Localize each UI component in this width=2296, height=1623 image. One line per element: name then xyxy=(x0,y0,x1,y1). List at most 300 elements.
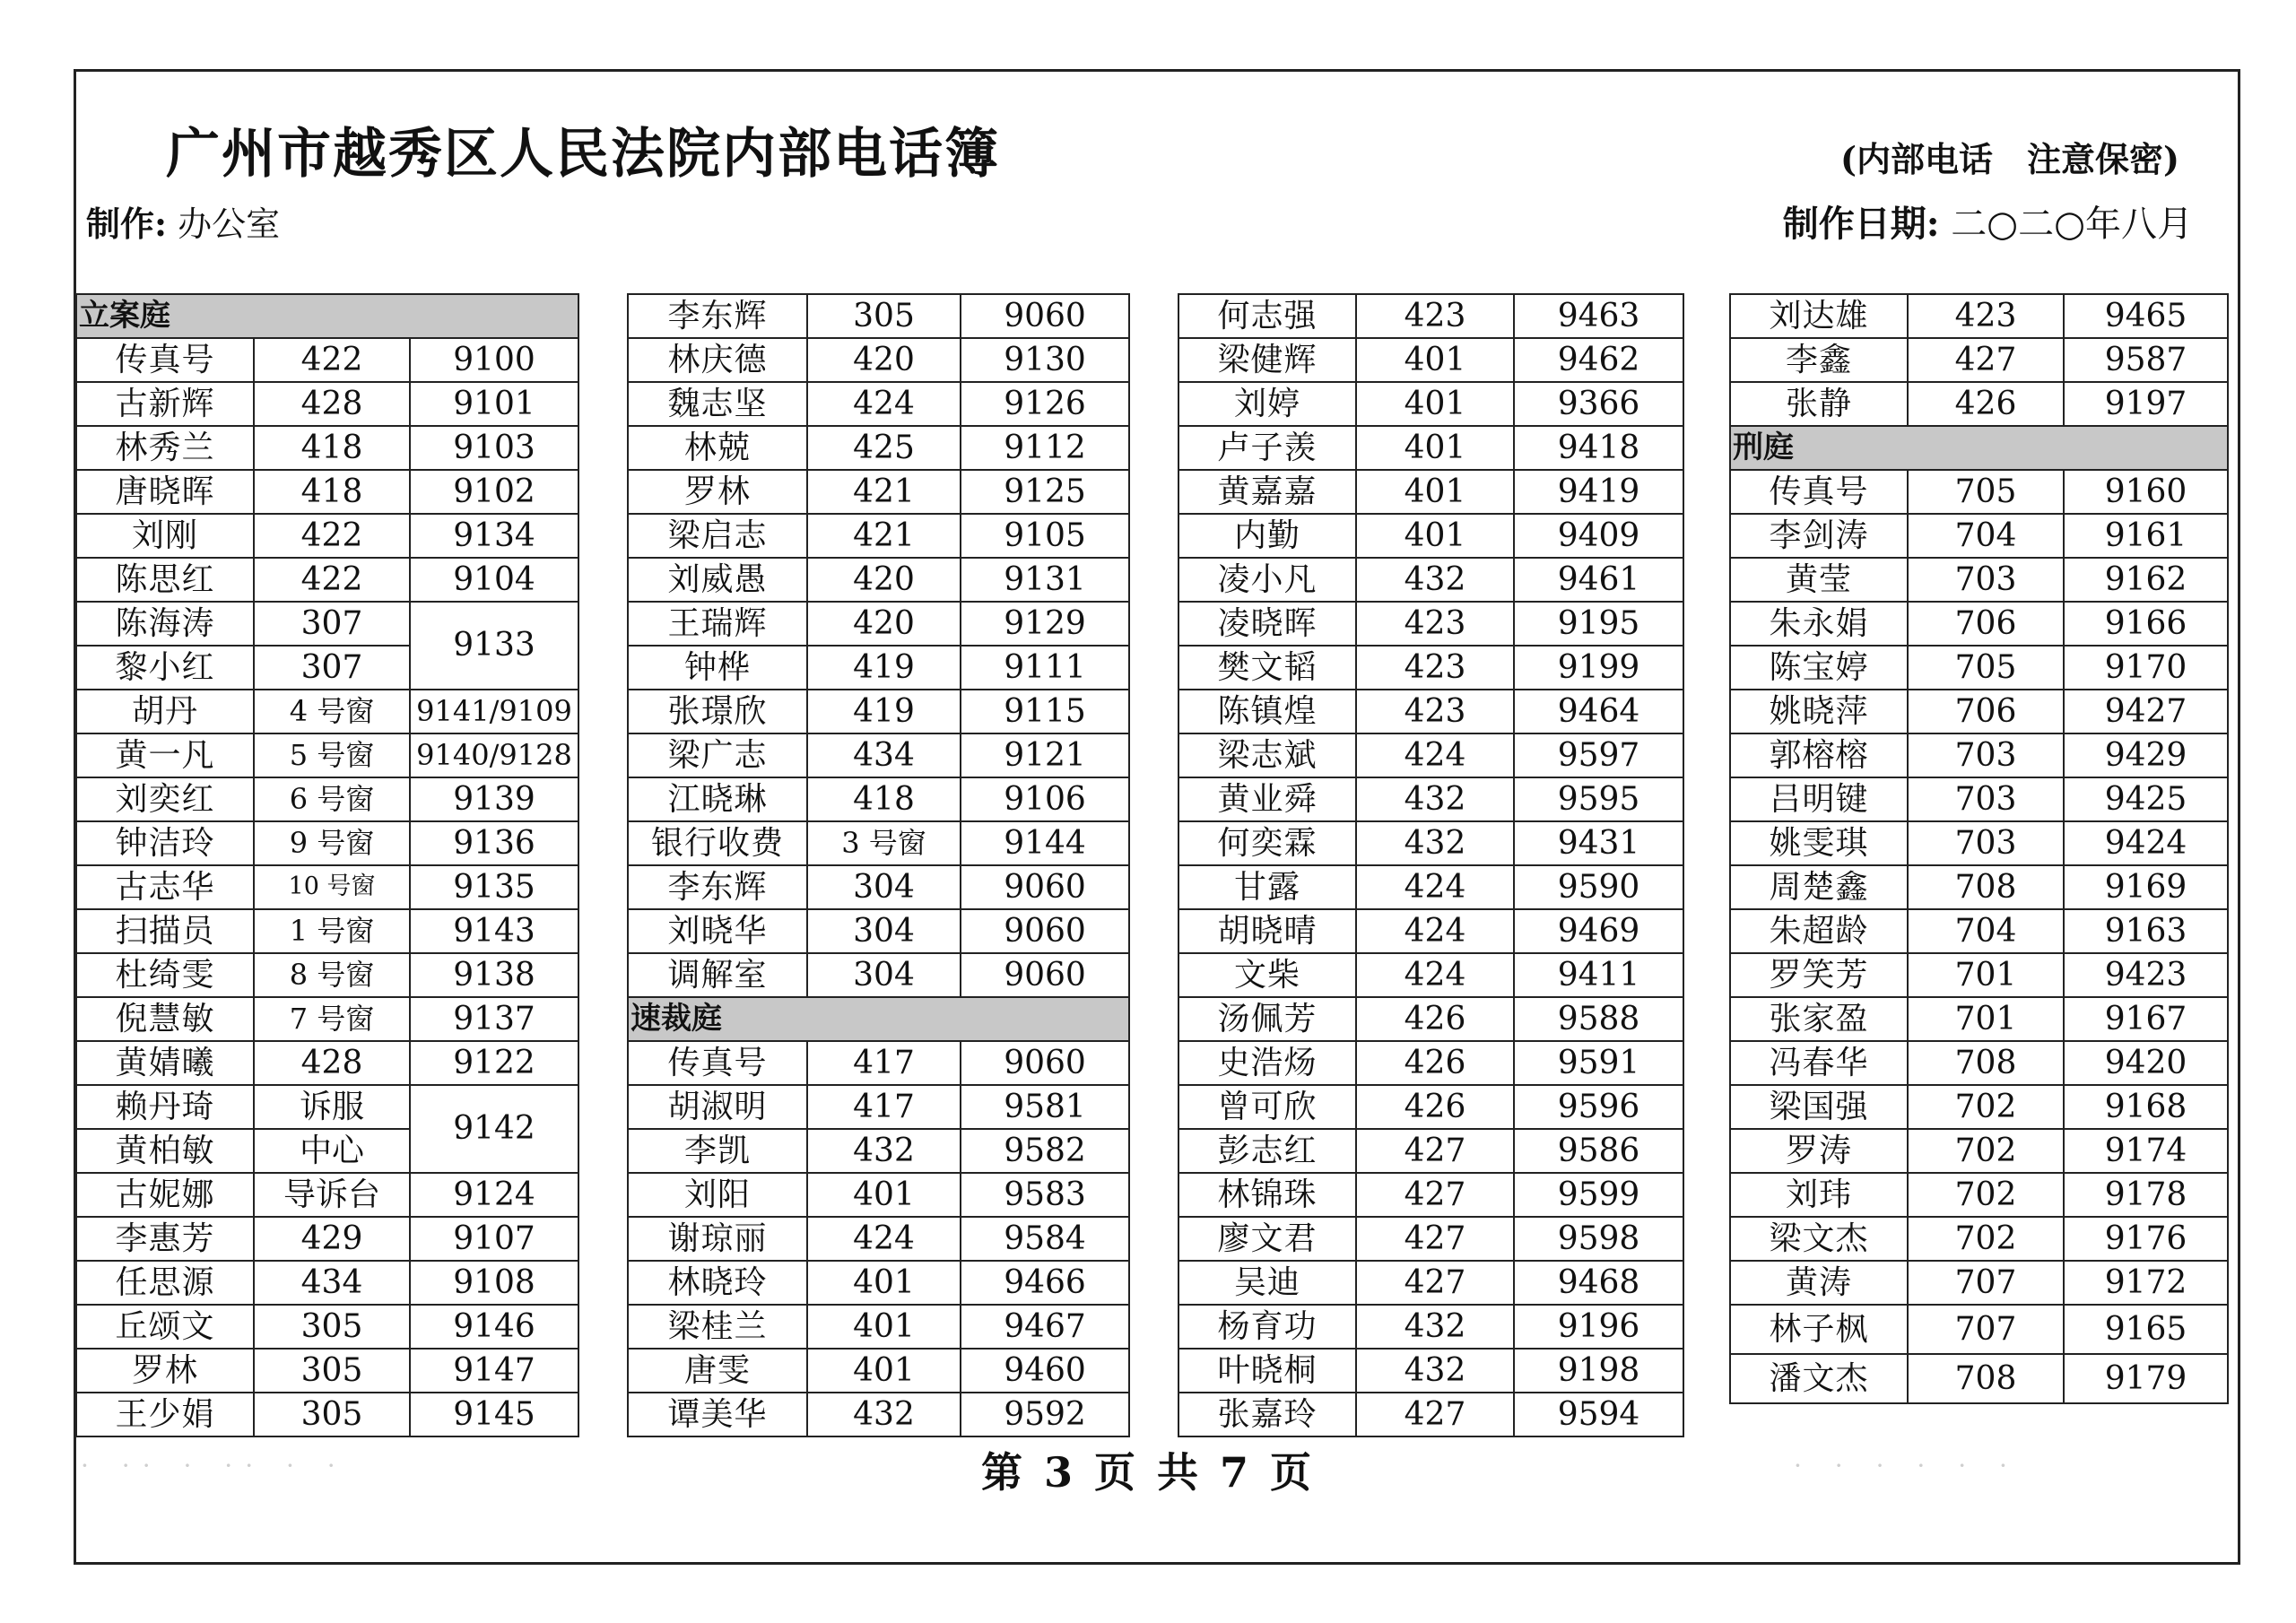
extension-number: 9592 xyxy=(961,1393,1129,1436)
room-number: 707 xyxy=(1908,1305,2064,1354)
directory-table xyxy=(75,293,579,1437)
contact-name: 梁志斌 xyxy=(1178,733,1356,777)
extension-number: 9466 xyxy=(961,1261,1129,1305)
contact-name: 姚雯琪 xyxy=(1730,821,1908,865)
table-row xyxy=(1730,777,2228,821)
room-number: 432 xyxy=(1356,821,1514,865)
extension-number: 9599 xyxy=(1514,1173,1683,1217)
contact-name: 张家盈 xyxy=(1730,997,1908,1041)
table-row xyxy=(76,1085,578,1129)
contact-name: 凌小凡 xyxy=(1178,558,1356,602)
room-number: 6 号窗 xyxy=(254,777,410,821)
contact-name: 黄嘉嘉 xyxy=(1178,470,1356,514)
room-number: 7 号窗 xyxy=(254,997,410,1041)
room-number: 703 xyxy=(1908,777,2064,821)
room-number: 434 xyxy=(254,1261,410,1305)
directory-column-1 xyxy=(75,293,579,1437)
table-row xyxy=(1730,558,2228,602)
contact-name: 谢琼丽 xyxy=(628,1217,807,1261)
table-row xyxy=(76,733,578,777)
contact-name: 传真号 xyxy=(628,1041,807,1085)
section-fill xyxy=(254,294,578,338)
room-number: 701 xyxy=(1908,997,2064,1041)
table-row xyxy=(1178,294,1683,338)
table-row xyxy=(628,1261,1129,1305)
room-number: 422 xyxy=(254,514,410,558)
contact-name: 黄业舜 xyxy=(1178,777,1356,821)
contact-name: 廖文君 xyxy=(1178,1217,1356,1261)
extension-number: 9130 xyxy=(961,338,1129,382)
contact-name: 张璟欣 xyxy=(628,690,807,733)
contact-name: 曾可欣 xyxy=(1178,1085,1356,1129)
room-number: 423 xyxy=(1356,646,1514,690)
contact-name: 钟桦 xyxy=(628,646,807,690)
contact-name: 何奕霖 xyxy=(1178,821,1356,865)
table-row xyxy=(628,1129,1129,1173)
table-row xyxy=(1178,1393,1683,1436)
table-row xyxy=(1730,514,2228,558)
room-number: 705 xyxy=(1908,646,2064,690)
table-row xyxy=(1178,646,1683,690)
contact-name: 李剑涛 xyxy=(1730,514,1908,558)
extension-number: 9111 xyxy=(961,646,1129,690)
maker-line xyxy=(86,199,280,249)
table-row xyxy=(1178,602,1683,646)
table-row xyxy=(628,470,1129,514)
contact-name: 黄涛 xyxy=(1730,1261,1908,1305)
contact-name: 赖丹琦 xyxy=(76,1085,254,1129)
contact-name: 古妮娜 xyxy=(76,1173,254,1217)
room-number: 418 xyxy=(254,470,410,514)
table-row xyxy=(76,1349,578,1393)
date-value: 二○二○年八月 xyxy=(1951,204,2193,245)
room-number: 10 号窗 xyxy=(254,865,410,909)
table-row xyxy=(628,646,1129,690)
contact-name: 朱永娟 xyxy=(1730,602,1908,646)
room-number: 423 xyxy=(1356,602,1514,646)
bleed-through-mark: · · · · · · xyxy=(1794,1451,2020,1480)
table-row xyxy=(628,733,1129,777)
extension-number: 9467 xyxy=(961,1305,1129,1349)
room-number: 424 xyxy=(1356,733,1514,777)
table-row xyxy=(1178,953,1683,997)
table-row xyxy=(628,909,1129,953)
table-row xyxy=(628,602,1129,646)
contact-name: 林庆德 xyxy=(628,338,807,382)
table-row xyxy=(1730,1217,2228,1261)
contact-name: 黄一凡 xyxy=(76,733,254,777)
section-fill xyxy=(1908,426,2228,470)
table-row xyxy=(76,602,578,646)
contact-name: 梁国强 xyxy=(1730,1085,1908,1129)
room-number: 432 xyxy=(807,1393,961,1436)
table-row xyxy=(628,514,1129,558)
room-number: 429 xyxy=(254,1217,410,1261)
extension-number: 9131 xyxy=(961,558,1129,602)
contact-name: 魏志坚 xyxy=(628,382,807,426)
extension-number: 9103 xyxy=(410,426,578,470)
table-row xyxy=(628,953,1129,997)
extension-number: 9125 xyxy=(961,470,1129,514)
extension-number: 9060 xyxy=(961,294,1129,338)
contact-name: 周楚鑫 xyxy=(1730,865,1908,909)
table-row xyxy=(1730,1041,2228,1085)
contact-name: 史浩炀 xyxy=(1178,1041,1356,1085)
extension-number: 9105 xyxy=(961,514,1129,558)
section-title: 速裁庭 xyxy=(628,997,807,1041)
directory-column-2 xyxy=(627,293,1130,1437)
extension-number: 9170 xyxy=(2064,646,2228,690)
confidential-notice: (内部电话 注意保密) xyxy=(1840,139,2179,179)
room-number: 434 xyxy=(807,733,961,777)
table-row xyxy=(628,338,1129,382)
room-number: 417 xyxy=(807,1085,961,1129)
room-number: 702 xyxy=(1908,1173,2064,1217)
table-row xyxy=(1178,1041,1683,1085)
contact-name: 传真号 xyxy=(76,338,254,382)
table-row xyxy=(1178,1349,1683,1393)
contact-name: 叶晓桐 xyxy=(1178,1349,1356,1393)
extension-number: 9060 xyxy=(961,865,1129,909)
table-row xyxy=(628,821,1129,865)
extension-number: 9588 xyxy=(1514,997,1683,1041)
extension-number: 9162 xyxy=(2064,558,2228,602)
contact-name: 李惠芳 xyxy=(76,1217,254,1261)
room-number: 423 xyxy=(1356,294,1514,338)
bleed-through-mark: · ·· · ·· · · xyxy=(81,1451,348,1480)
table-row xyxy=(1178,1305,1683,1349)
contact-name: 梁健辉 xyxy=(1178,338,1356,382)
table-row xyxy=(1730,997,2228,1041)
extension-number: 9427 xyxy=(2064,690,2228,733)
table-row xyxy=(76,470,578,514)
directory-column-4 xyxy=(1729,293,2229,1404)
room-number: 708 xyxy=(1908,1354,2064,1403)
contact-name: 梁启志 xyxy=(628,514,807,558)
contact-name: 江晓琳 xyxy=(628,777,807,821)
extension-number: 9163 xyxy=(2064,909,2228,953)
extension-number: 9135 xyxy=(410,865,578,909)
extension-number: 9462 xyxy=(1514,338,1683,382)
extension-number: 9129 xyxy=(961,602,1129,646)
extension-number: 9101 xyxy=(410,382,578,426)
table-row xyxy=(1178,997,1683,1041)
contact-name: 吴迪 xyxy=(1178,1261,1356,1305)
contact-name: 刘威愚 xyxy=(628,558,807,602)
extension-number: 9137 xyxy=(410,997,578,1041)
extension-number: 9134 xyxy=(410,514,578,558)
contact-name: 樊文韬 xyxy=(1178,646,1356,690)
extension-number: 9597 xyxy=(1514,733,1683,777)
room-number: 702 xyxy=(1908,1217,2064,1261)
extension-number: 9583 xyxy=(961,1173,1129,1217)
table-row xyxy=(628,426,1129,470)
extension-number: 9587 xyxy=(2064,338,2228,382)
table-row xyxy=(1730,1129,2228,1173)
room-number: 1 号窗 xyxy=(254,909,410,953)
room-number: 401 xyxy=(807,1305,961,1349)
table-row xyxy=(1178,426,1683,470)
table-row xyxy=(1730,646,2228,690)
room-number: 704 xyxy=(1908,514,2064,558)
contact-name: 唐晓晖 xyxy=(76,470,254,514)
contact-name: 刘阳 xyxy=(628,1173,807,1217)
table-row xyxy=(1730,1085,2228,1129)
contact-name: 刘奕红 xyxy=(76,777,254,821)
extension-number: 9461 xyxy=(1514,558,1683,602)
contact-name: 罗涛 xyxy=(1730,1129,1908,1173)
table-row xyxy=(1730,909,2228,953)
table-row xyxy=(1178,1085,1683,1129)
table-row xyxy=(1730,690,2228,733)
contact-name: 陈海涛 xyxy=(76,602,254,646)
extension-number: 9469 xyxy=(1514,909,1683,953)
maker-value: 办公室 xyxy=(178,204,281,244)
extension-number: 9178 xyxy=(2064,1173,2228,1217)
contact-name: 李鑫 xyxy=(1730,338,1908,382)
room-number: 702 xyxy=(1908,1085,2064,1129)
table-row xyxy=(76,1173,578,1217)
contact-name: 倪慧敏 xyxy=(76,997,254,1041)
room-number: 703 xyxy=(1908,733,2064,777)
extension-number: 9195 xyxy=(1514,602,1683,646)
directory-table xyxy=(1178,293,1684,1437)
table-row xyxy=(628,1041,1129,1085)
room-number: 426 xyxy=(1908,382,2064,426)
extension-number: 9141/9109 xyxy=(410,690,578,733)
extension-number: 9060 xyxy=(961,953,1129,997)
contact-name: 凌晓晖 xyxy=(1178,602,1356,646)
table-row xyxy=(1178,909,1683,953)
contact-name: 朱超龄 xyxy=(1730,909,1908,953)
extension-number: 9196 xyxy=(1514,1305,1683,1349)
room-number: 418 xyxy=(807,777,961,821)
extension-number: 9108 xyxy=(410,1261,578,1305)
contact-name: 古志华 xyxy=(76,865,254,909)
room-number: 424 xyxy=(1356,865,1514,909)
section-title: 立案庭 xyxy=(76,294,254,338)
table-row xyxy=(1178,821,1683,865)
contact-name: 黎小红 xyxy=(76,646,254,690)
extension-number: 9167 xyxy=(2064,997,2228,1041)
table-row xyxy=(628,777,1129,821)
table-row xyxy=(76,514,578,558)
extension-number: 9581 xyxy=(961,1085,1129,1129)
room-number: 426 xyxy=(1356,1085,1514,1129)
extension-number: 9122 xyxy=(410,1041,578,1085)
room-number: 304 xyxy=(807,865,961,909)
extension-number: 9106 xyxy=(961,777,1129,821)
room-number: 401 xyxy=(1356,426,1514,470)
contact-name: 李东辉 xyxy=(628,865,807,909)
extension-number: 9197 xyxy=(2064,382,2228,426)
extension-number: 9179 xyxy=(2064,1354,2228,1403)
table-row xyxy=(1730,294,2228,338)
room-number: 305 xyxy=(254,1349,410,1393)
extension-number: 9143 xyxy=(410,909,578,953)
contact-name: 古新辉 xyxy=(76,382,254,426)
contact-name: 张嘉玲 xyxy=(1178,1393,1356,1436)
room-number: 3 号窗 xyxy=(807,821,961,865)
room-number: 706 xyxy=(1908,690,2064,733)
extension-number: 9115 xyxy=(961,690,1129,733)
table-row xyxy=(76,777,578,821)
date-label: 制作日期: xyxy=(1782,203,1940,245)
contact-name: 银行收费 xyxy=(628,821,807,865)
table-row xyxy=(1730,733,2228,777)
room-number: 419 xyxy=(807,646,961,690)
extension-number: 9591 xyxy=(1514,1041,1683,1085)
room-number: 702 xyxy=(1908,1129,2064,1173)
room-number: 304 xyxy=(807,953,961,997)
extension-number: 9429 xyxy=(2064,733,2228,777)
room-number: 401 xyxy=(1356,514,1514,558)
room-number: 305 xyxy=(807,294,961,338)
contact-name: 唐雯 xyxy=(628,1349,807,1393)
extension-number: 9176 xyxy=(2064,1217,2228,1261)
contact-name: 丘颂文 xyxy=(76,1305,254,1349)
contact-name: 梁广志 xyxy=(628,733,807,777)
contact-name: 张静 xyxy=(1730,382,1908,426)
contact-name: 胡晓晴 xyxy=(1178,909,1356,953)
table-row xyxy=(628,1217,1129,1261)
contact-name: 冯春华 xyxy=(1730,1041,1908,1085)
table-row xyxy=(628,558,1129,602)
contact-name: 李东辉 xyxy=(628,294,807,338)
extension-number: 9144 xyxy=(961,821,1129,865)
extension-number: 9136 xyxy=(410,821,578,865)
table-row xyxy=(628,1393,1129,1436)
extension-number: 9060 xyxy=(961,909,1129,953)
contact-name: 传真号 xyxy=(1730,470,1908,514)
contact-name: 胡淑明 xyxy=(628,1085,807,1129)
extension-number: 9586 xyxy=(1514,1129,1683,1173)
extension-number: 9595 xyxy=(1514,777,1683,821)
contact-name: 林子枫 xyxy=(1730,1305,1908,1354)
extension-number: 9165 xyxy=(2064,1305,2228,1354)
room-number: 428 xyxy=(254,382,410,426)
room-number: 432 xyxy=(807,1129,961,1173)
table-row xyxy=(76,865,578,909)
room-number: 诉服 xyxy=(254,1085,410,1129)
contact-name: 姚晓萍 xyxy=(1730,690,1908,733)
table-row xyxy=(1730,1305,2228,1354)
extension-number: 9138 xyxy=(410,953,578,997)
table-row xyxy=(628,1349,1129,1393)
section-title: 刑庭 xyxy=(1730,426,1908,470)
extension-number: 9594 xyxy=(1514,1393,1683,1436)
table-row xyxy=(1178,514,1683,558)
table-row xyxy=(76,997,578,1041)
room-number: 9 号窗 xyxy=(254,821,410,865)
table-row xyxy=(1178,470,1683,514)
room-number: 420 xyxy=(807,338,961,382)
room-number: 703 xyxy=(1908,558,2064,602)
table-row xyxy=(1730,1354,2228,1403)
room-number: 425 xyxy=(807,426,961,470)
room-number: 426 xyxy=(1356,997,1514,1041)
extension-number: 9161 xyxy=(2064,514,2228,558)
room-number: 418 xyxy=(254,426,410,470)
room-number: 305 xyxy=(254,1305,410,1349)
contact-name: 杜绮雯 xyxy=(76,953,254,997)
table-row xyxy=(1730,953,2228,997)
table-row xyxy=(1178,1261,1683,1305)
contact-name: 王少娟 xyxy=(76,1393,254,1436)
contact-name: 陈宝婷 xyxy=(1730,646,1908,690)
room-number: 420 xyxy=(807,558,961,602)
room-number: 5 号窗 xyxy=(254,733,410,777)
contact-name: 文柴 xyxy=(1178,953,1356,997)
contact-name: 扫描员 xyxy=(76,909,254,953)
contact-name: 杨育功 xyxy=(1178,1305,1356,1349)
room-number: 427 xyxy=(1356,1217,1514,1261)
contact-name: 陈镇煌 xyxy=(1178,690,1356,733)
section-header xyxy=(628,997,1129,1041)
table-row xyxy=(628,1173,1129,1217)
contact-name: 林兢 xyxy=(628,426,807,470)
extension-number: 9411 xyxy=(1514,953,1683,997)
room-number: 307 xyxy=(254,602,410,646)
table-row xyxy=(76,821,578,865)
room-number: 420 xyxy=(807,602,961,646)
extension-number: 9169 xyxy=(2064,865,2228,909)
extension-number: 9168 xyxy=(2064,1085,2228,1129)
contact-name: 罗笑芳 xyxy=(1730,953,1908,997)
room-number: 432 xyxy=(1356,1349,1514,1393)
room-number: 424 xyxy=(1356,953,1514,997)
room-number: 427 xyxy=(1356,1261,1514,1305)
room-number: 432 xyxy=(1356,558,1514,602)
table-row xyxy=(1178,1129,1683,1173)
extension-number: 9366 xyxy=(1514,382,1683,426)
extension-number: 9465 xyxy=(2064,294,2228,338)
extension-number: 9126 xyxy=(961,382,1129,426)
table-row xyxy=(76,558,578,602)
maker-label: 制作: xyxy=(86,204,168,244)
extension-number: 9198 xyxy=(1514,1349,1683,1393)
contact-name: 黄莹 xyxy=(1730,558,1908,602)
contact-name: 胡丹 xyxy=(76,690,254,733)
room-number: 421 xyxy=(807,470,961,514)
room-number: 704 xyxy=(1908,909,2064,953)
room-number: 4 号窗 xyxy=(254,690,410,733)
table-row xyxy=(76,1393,578,1436)
table-row xyxy=(628,1085,1129,1129)
table-row xyxy=(1178,558,1683,602)
table-row xyxy=(628,690,1129,733)
room-number: 708 xyxy=(1908,865,2064,909)
extension-number: 9424 xyxy=(2064,821,2228,865)
contact-name: 潘文杰 xyxy=(1730,1354,1908,1403)
room-number: 401 xyxy=(1356,470,1514,514)
table-row xyxy=(1178,338,1683,382)
room-number: 8 号窗 xyxy=(254,953,410,997)
room-number: 307 xyxy=(254,646,410,690)
contact-name: 卢子羡 xyxy=(1178,426,1356,470)
extension-number: 9133 xyxy=(410,602,578,690)
contact-name: 内勤 xyxy=(1178,514,1356,558)
extension-number: 9121 xyxy=(961,733,1129,777)
room-number: 中心 xyxy=(254,1129,410,1173)
date-line xyxy=(1783,199,2193,249)
room-number: 424 xyxy=(1356,909,1514,953)
extension-number: 9166 xyxy=(2064,602,2228,646)
room-number: 305 xyxy=(254,1393,410,1436)
extension-number: 9463 xyxy=(1514,294,1683,338)
contact-name: 调解室 xyxy=(628,953,807,997)
contact-name: 梁文杰 xyxy=(1730,1217,1908,1261)
